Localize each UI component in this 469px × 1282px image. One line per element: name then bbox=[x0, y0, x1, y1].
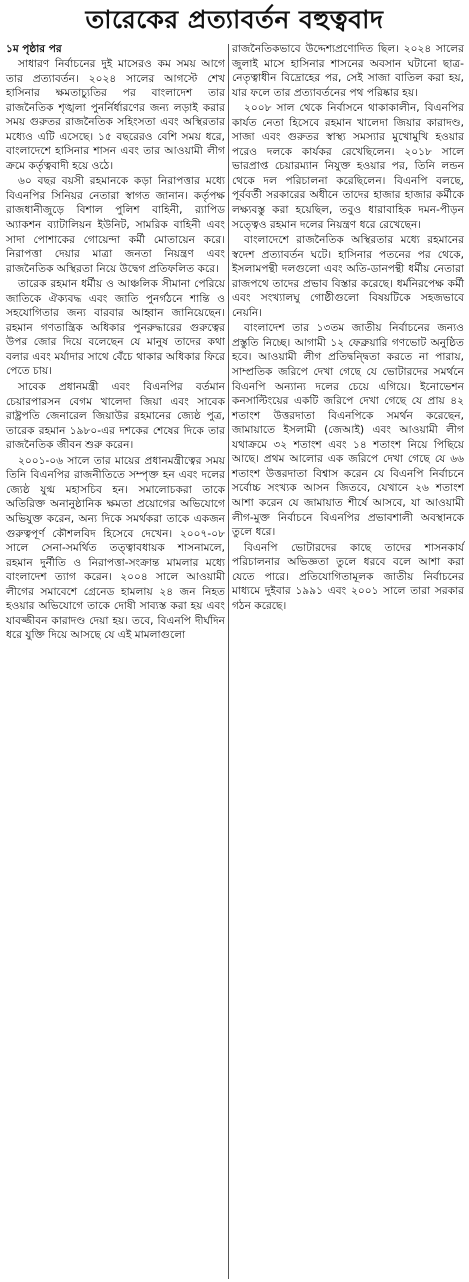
article-paragraph: ২০০১-০৬ সালে তার মায়ের প্রধানমন্ত্রীত্বের সময় তিনি বিএনপির রাজনীতিতে সম্পৃক্ত হন এবং দলের জ্যেষ্ঠ যুগ্ম মহাসচিব হন। সমালোচকরা তাকে অতিরিক্ত অনানুষ্ঠানিক ক্ষমতা প্রয়োগের অভিযোগে অভিযুক্ত করেন, অন্য দিকে সমর্থকরা তাকে একজন গুরুত্বপূর্ণ কৌশলবিদ হিসেবে দেখেন। ২০০৭-০৮ সালে সেনা-সমর্থিত তত্ত্বাবধায়ক শাসনামলে, রহমান দুর্নীতি ও নিরাপত্তা-সংক্রান্ত মামলার মধ্যে বাংলাদেশ ত্যাগ করেন। ২০০৪ সালে আওয়ামী লীগের সমাবেশে গ্রেনেড হামলায় ২৪ জন নিহত হওয়ার অভিযোগে তাকে দোষী সাব্যস্ত করা হয় এবং যাবজ্জীবন কারাদণ্ড দেয়া হয়। তবে, বিএনপি দীর্ঘদিন ধরে যুক্তি দিয়ে আসছে যে এই মামলাগুলো bbox=[6, 454, 225, 642]
article-column-left bbox=[6, 42, 225, 1282]
article-paragraph: তারেক রহমান ধর্মীয় ও আঞ্চলিক সীমানা পেরিয়ে জাতিকে ঐক্যবদ্ধ এবং জাতি পুনর্গঠনে শান্তি ও সহযোগিতার জন্য বারবার আহ্বান জানিয়েছেন। রহমান গণতান্ত্রিক অধিকার পুনরুদ্ধারের গুরুত্বের উপর জোর দিয়ে বলেছেন যে মানুষ তাদের কথা বলার এবং মর্যাদার সাথে বেঁচে থাকার অধিকার ফিরে পেতে চায়। bbox=[6, 278, 225, 378]
article-paragraph: ২০০৮ সাল থেকে নির্বাসনে থাকাকালীন, বিএনপির কার্যত নেতা হিসেবে রহমান খালেদা জিয়ার কারাদণ্ড, সাজা এবং গুরুতর স্বাস্থ্য সমস্যার মুখোমুখি হওয়ার পরেও দলকে কার্যকর রেখেছিলেন। ২০১৮ সালে ভারপ্রাপ্ত চেয়ারম্যান নিযুক্ত হওয়ার পর, তিনি লন্ডন থেকে দল পরিচালনা করেছিলেন। বিএনপি বলছে, পূর্ববর্তী সরকারের অধীনে তাদের হাজার হাজার কর্মীকে লক্ষ্যবস্তু করা হয়েছিল, তবুও ধারাবাহিক দমন-পীড়ন সত্ত্বেও রহমান দলের নিয়ন্ত্রণ ধরে রেখেছেন। bbox=[232, 102, 464, 231]
article-column-right bbox=[232, 42, 464, 1282]
article-paragraph: সাবেক প্রধানমন্ত্রী এবং বিএনপির বর্তমান চেয়ারপারসন বেগম খালেদা জিয়া এবং সাবেক রাষ্ট্রপতি জেনারেল জিয়াউর রহমানের জ্যেষ্ঠ পুত্র, তারেক রহমান ১৯৮০-এর দশকের শেষের দিকে তার রাজনৈতিক জীবন শুরু করেন। bbox=[6, 381, 225, 452]
article-paragraph: রাজনৈতিকভাবে উদ্দেশ্যপ্রণোদিত ছিল। ২০২৪ সালের জুলাই মাসে হাসিনার শাসনের অবসান ঘটানো ছাত্র-নেতৃত্বাধীন বিদ্রোহের পর, সেই সাজা বাতিল করা হয়, যার ফলে তার প্রত্যাবর্তনের পথ পরিষ্কার হয়। bbox=[232, 43, 464, 99]
article-paragraph: বাংলাদেশ তার ১৩তম জাতীয় নির্বাচনের জন্যও প্রস্তুতি নিচ্ছে। আগামী ১২ ফেব্রুয়ারি গণভোট অনুষ্ঠিত হবে। আওয়ামী লীগ প্রতিদ্বন্দ্বিতা করতে না পারায়, সাম্প্রতিক জরিপে দেখা গেছে যে ভোটারদের সমর্থনে বিএনপি অন্যান্য দলের চেয়ে এগিয়ে। ইনোভেশন কনসাল্টিংয়ের একটি জরিপে দেখা গেছে যে প্রায় ৪২ শতাংশ উত্তরদাতা বিএনপিকে সমর্থন করেছেন, জামায়াতে ইসলামী (জেআই) এবং আওয়ামী লীগ যথাক্রমে ৩২ শতাংশ এবং ১৪ শতাংশ নিয়ে পিছিয়ে আছে। প্রথম আলোর এক জরিপে দেখা গেছে যে ৬৬ শতাংশ উত্তরদাতা বিশ্বাস করেন যে বিএনপি নির্বাচনে সর্বোচ্চ সংখ্যক আসন জিতবে, যেখানে ২৬ শতাংশ আশা করেন যে জামায়াত শীর্ষে আসবে, যা আওয়ামী লীগ-মুক্ত নির্বাচনে বিএনপির প্রভাবশালী অবস্থানকে তুলে ধরে। bbox=[232, 322, 464, 539]
column-divider bbox=[228, 44, 229, 1279]
article-paragraph: বাংলাদেশে রাজনৈতিক অস্থিরতার মধ্যে রহমানের স্বদেশ প্রত্যাবর্তন ঘটে। হাসিনার পতনের পর থেকে, ইসলামপন্থী দলগুলো এবং অতি-ডানপন্থী ধর্মীয় নেতারা রাজপথে তাদের প্রভাব বিস্তার করেছে। ধর্মনিরপেক্ষ কর্মী এবং সংখ্যালঘু গোষ্ঠীগুলো বিষয়টিকে সহজভাবে নেয়নি। bbox=[232, 234, 464, 319]
article-paragraph: ৬০ বছর বয়সী রহমানকে কড়া নিরাপত্তার মধ্যে বিএনপির সিনিয়র নেতারা স্বাগত জানান। কর্তৃপক্ষ রাজধানীজুড়ে বিশাল পুলিশ বাহিনী, র‌্যাপিড অ্যাকশন ব্যাটালিয়ন ইউনিট, সামরিক বাহিনী এবং সাদা পোশাকের গোয়েন্দা কর্মী মোতায়েন করে। নিরাপত্তা দেয়ার মাত্রা জনতা নিয়ন্ত্রণ এবং রাজনৈতিক অস্থিরতা নিয়ে উদ্বেগ প্রতিফলিত করে। bbox=[6, 175, 225, 275]
article-paragraph: সাধারণ নির্বাচনের দুই মাসেরও কম সময় আগে তার প্রত্যাবর্তন। ২০২৪ সালের আগস্টে শেখ হাসিনার ক্ষমতাচ্যুতির পর বাংলাদেশ তার রাজনৈতিক শৃঙ্খলা পুনর্নির্ধারণের জন্য লড়াই করার সময় গুরুতর রাজনৈতিক সহিংসতা এবং অস্থিরতার মধ্যেও এটি এসেছে। ১৫ বছরেরও বেশি সময় ধরে, বাংলাদেশে হাসিনার শাসন এবং তার আওয়ামী লীগ ক্রমে কর্তৃত্ববাদী হয়ে ওঠে। bbox=[6, 58, 225, 172]
headline: তারেকের প্রত্যাবর্তন বহুত্ববাদ bbox=[85, 5, 384, 34]
article-paragraph: বিএনপি ভোটারদের কাছে তাদের শাসনকার্য পরিচালনার অভিজ্ঞতা তুলে ধরবে বলে আশা করা যেতে পারে। প্রতিযোগিতামূলক জাতীয় নির্বাচনের মাধ্যমে দুইবার ১৯৯১ এবং ২০০১ সালে তারা সরকার গঠন করেছে। bbox=[232, 541, 464, 612]
continued-from-label: ১ম পৃষ্ঠার পর bbox=[6, 43, 62, 55]
